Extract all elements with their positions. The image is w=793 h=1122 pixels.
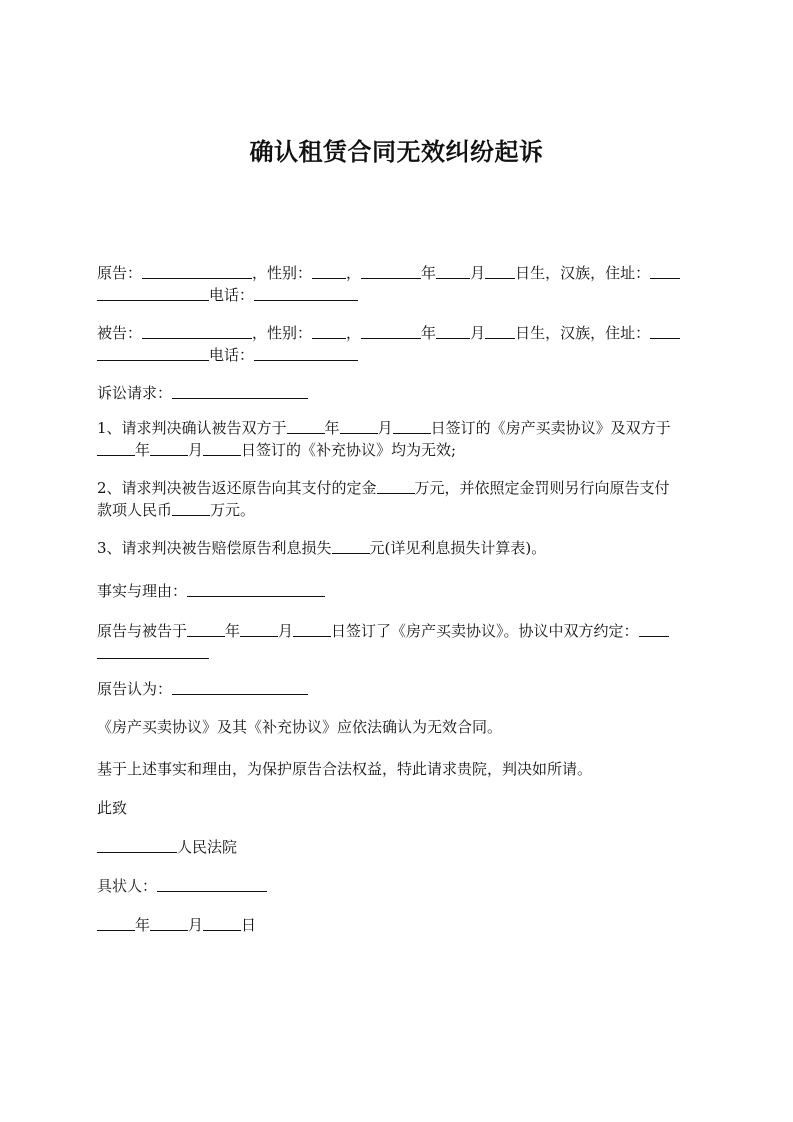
claim-1-month2-blank (150, 439, 188, 456)
facts-agreement-blank-2 (97, 642, 209, 659)
claim-3-interest-blank (332, 537, 370, 554)
facts-text-b: 日签订了《房产买卖协议》。协议中双方约定： (331, 622, 639, 640)
year-label: 年 (135, 441, 151, 459)
court-name-blank (97, 836, 177, 853)
claim-2-amount-blank (172, 499, 210, 516)
plaintiff-name-blank (142, 262, 252, 279)
claim-1-text-b: 日签订的《房产买卖协议》及双方于 (430, 419, 671, 437)
month-label: 月 (188, 441, 204, 459)
claim-2-deposit-blank (377, 477, 415, 494)
gender-label: ，性别： (252, 264, 313, 282)
court-line (97, 836, 707, 858)
plaintiff-birth-day-blank (485, 262, 515, 279)
plaintiff-address-blank-1 (650, 262, 680, 279)
phone-label: 电话： (209, 286, 255, 304)
facts-heading (97, 580, 707, 602)
filer-label: 具状人： (97, 877, 158, 895)
defendant-line-2 (97, 344, 707, 366)
claim-1-text-c: 日签订的《补充协议》均为无效; (241, 441, 457, 459)
opinion-heading (97, 678, 707, 700)
facts-text-a: 原告与被告于 (97, 622, 188, 640)
claim-1-month-blank (340, 417, 378, 434)
defendant-birth-month-blank (436, 322, 470, 339)
claims-label: 诉讼请求： (97, 384, 173, 402)
birth-suffix-label: 日生，汉族，住址： (515, 264, 651, 282)
facts-paragraph (97, 620, 707, 664)
facts-blank (187, 580, 325, 597)
month-label: 月 (470, 264, 486, 282)
facts-agreement-blank-1 (639, 620, 669, 637)
defendant-label: 被告： (97, 324, 143, 342)
claim-1-year-blank (287, 417, 325, 434)
claim-1-day-blank (393, 417, 431, 434)
month-label: 月 (377, 419, 393, 437)
claim-item-1 (97, 417, 707, 461)
plaintiff-birth-year-blank (361, 262, 421, 279)
defendant-line-1 (97, 322, 707, 344)
month-label: 月 (470, 324, 486, 342)
date-day-blank (203, 914, 241, 931)
claim-3-text-b: 元(详见利息损失计算表)。 (369, 539, 547, 557)
month-label: 月 (278, 622, 294, 640)
date-month-blank (150, 914, 188, 931)
plaintiff-paragraph (97, 262, 707, 306)
defendant-paragraph (97, 322, 707, 366)
facts-label: 事实与理由： (97, 582, 188, 600)
day-label: 日 (241, 916, 257, 934)
plaintiff-gender-blank (312, 262, 346, 279)
court-label: 人民法院 (177, 838, 238, 856)
claim-1-day2-blank (203, 439, 241, 456)
claim-2-text-a: 2、请求判决被告返还原告向其支付的定金 (97, 479, 377, 497)
opinion-blank (172, 678, 308, 695)
defendant-birth-year-blank (361, 322, 421, 339)
defendant-name-blank (142, 322, 252, 339)
defendant-gender-blank (312, 322, 346, 339)
facts-day-blank (293, 620, 331, 637)
filer-blank (157, 875, 267, 892)
year-label: 年 (135, 916, 151, 934)
claim-item-2 (97, 477, 707, 521)
year-label: 年 (225, 622, 241, 640)
closing-to: 此致 (97, 799, 128, 817)
plaintiff-label: 原告： (97, 264, 143, 282)
defendant-address-blank-1 (650, 322, 680, 339)
claim-2-text-c: 款项人民币 (97, 501, 173, 519)
claim-2-text-d: 万元。 (210, 501, 256, 519)
gender-label: ，性别： (252, 324, 313, 342)
opinion-paragraph: 《房产买卖协议》及其《补充协议》应依法确认为无效合同。 (97, 718, 503, 736)
year-label: 年 (324, 419, 340, 437)
opinion-label: 原告认为： (97, 680, 173, 698)
comma: ， (346, 324, 362, 342)
plaintiff-birth-month-blank (436, 262, 470, 279)
comma: ， (346, 264, 362, 282)
claim-2-text-b: 万元，并依照定金罚则另行向原告支付 (414, 479, 670, 497)
defendant-address-blank-2 (97, 344, 209, 361)
defendant-birth-day-blank (485, 322, 515, 339)
phone-label: 电话： (209, 346, 255, 364)
plaintiff-phone-blank (254, 284, 358, 301)
plaintiff-address-blank-2 (97, 284, 209, 301)
defendant-phone-blank (254, 344, 358, 361)
plaintiff-line-2 (97, 284, 707, 306)
plaintiff-line-1 (97, 262, 707, 284)
request-paragraph: 基于上述事实和理由，为保护原告合法权益，特此请求贵院，判决如所请。 (97, 760, 593, 778)
claim-1-text-a: 1、请求判决确认被告双方于 (97, 419, 287, 437)
date-year-blank (97, 914, 135, 931)
claims-heading (97, 382, 707, 404)
month-label: 月 (188, 916, 204, 934)
filer-line (97, 875, 707, 897)
claims-blank (172, 382, 308, 399)
claim-3-text-a: 3、请求判决被告赔偿原告利息损失 (97, 539, 332, 557)
birth-suffix-label: 日生，汉族，住址： (515, 324, 651, 342)
date-line (97, 914, 707, 936)
facts-month-blank (240, 620, 278, 637)
claim-item-3 (97, 537, 707, 559)
year-label: 年 (421, 324, 437, 342)
year-label: 年 (421, 264, 437, 282)
facts-year-blank (187, 620, 225, 637)
document-title: 确认租赁合同无效纠纷起诉 (249, 138, 544, 166)
claim-1-year2-blank (97, 439, 135, 456)
